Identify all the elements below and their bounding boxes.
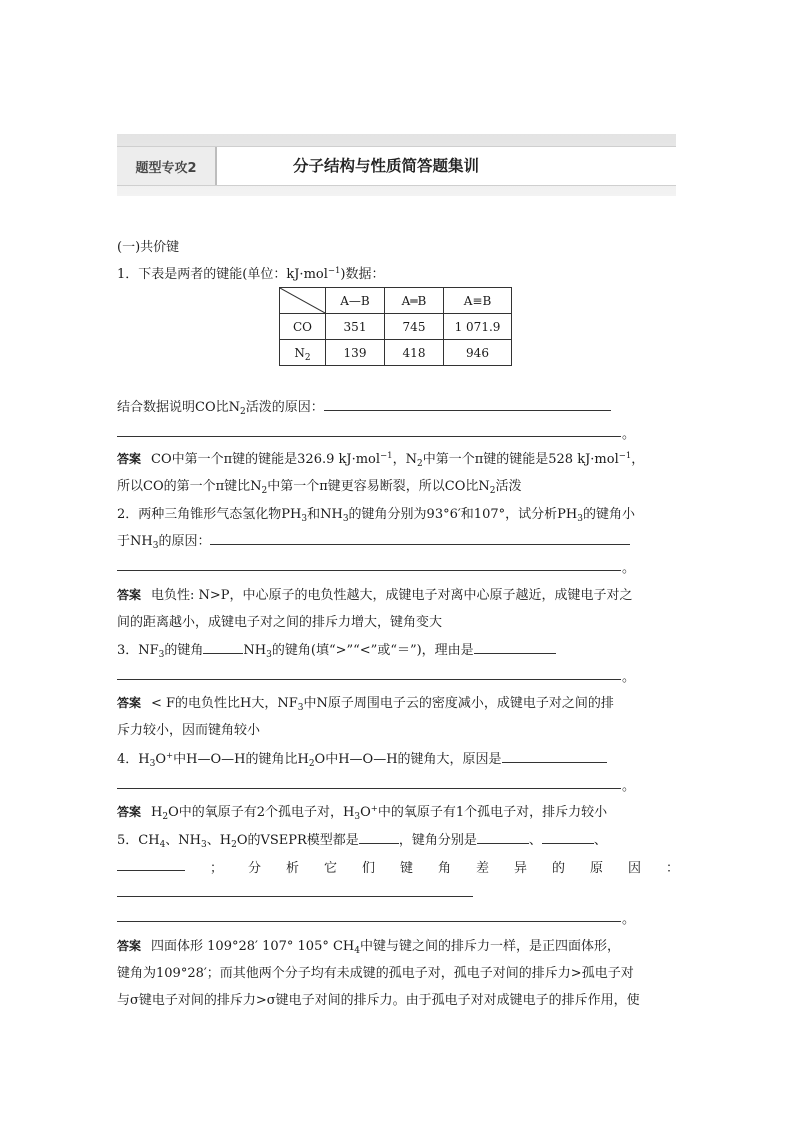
q3-stem: 3．$NF_3$的键角 $NH_3$的键角(填“>”“<”或“＝”)，理由是 bbox=[117, 639, 679, 658]
table-cell: 1 071.9 bbox=[444, 314, 512, 340]
table-header: A═B bbox=[385, 288, 444, 314]
banner-tag: 题型专攻2 bbox=[117, 147, 217, 185]
answer-blank-line[interactable] bbox=[117, 436, 621, 437]
answer-label: 答案 bbox=[117, 805, 142, 819]
answer-blank-line[interactable] bbox=[117, 921, 621, 922]
banner-strip bbox=[117, 146, 676, 186]
answer-label: 答案 bbox=[117, 588, 142, 602]
table-cell: 351 bbox=[326, 314, 385, 340]
answer-label: 答案 bbox=[117, 939, 142, 953]
q1-prompt: 结合数据说明CO比$N_2$活泼的原因： bbox=[117, 396, 679, 415]
q5-stem-line2: ； 分 析 它 们 键 角 差 异 的 原 因 ： bbox=[117, 857, 679, 876]
table-row bbox=[280, 314, 512, 340]
end-mark: 。 bbox=[622, 912, 636, 927]
answer-blank[interactable] bbox=[359, 830, 399, 844]
table-header: A≡B bbox=[444, 288, 512, 314]
answer-label: 答案 bbox=[117, 452, 142, 466]
q2-answer-line1: 答案 电负性: N>P，中心原子的电负性越大，成键电子对离中心原子越近，成键电子对之 bbox=[117, 588, 633, 603]
q4-answer-line1: 答案 $H_2O$中的氧原子有2个孤电子对，$H_3O^+$中的氧原子有1个孤电子对，排斥力较小 bbox=[117, 804, 608, 822]
answer-label: 答案 bbox=[117, 696, 142, 710]
q3-answer-line1: 答案 < F的电负性比H大，$NF_3$中N原子周围电子云的密度减小，成键电子对之间的排 bbox=[117, 696, 614, 713]
table-cell: 139 bbox=[326, 340, 385, 366]
q2-answer-line2: 间的距离越小，成键电子对之间的排斥力增大，键角变大 bbox=[117, 615, 443, 630]
section-heading: (一)共价键 bbox=[117, 240, 180, 255]
answer-blank-line[interactable] bbox=[117, 896, 473, 897]
end-mark: 。 bbox=[622, 779, 636, 794]
end-mark: 。 bbox=[622, 427, 636, 442]
q2-stem-line1: 2．两种三角锥形气态氢化物$PH_3$和$NH_3$的键角分别为93°6′和107°，试分析$PH_3$的键角小 bbox=[117, 507, 635, 524]
answer-blank-line[interactable] bbox=[117, 570, 621, 571]
diagonal-cell bbox=[280, 288, 326, 314]
row-label: CO bbox=[280, 314, 326, 340]
q5-answer-line1: 答案 四面体形 109°28′ 107° 105° $CH_4$中键与键之间的排斥力一样，是正四面体形， bbox=[117, 939, 621, 956]
q3-answer-line2: 斥力较小，因而键角较小 bbox=[117, 723, 261, 738]
q4-stem: 4．$H_3O^+$中H—O—H的键角比$H_2O$中H—O—H的键角大，原因是 bbox=[117, 748, 679, 767]
end-mark: 。 bbox=[622, 670, 636, 685]
answer-blank[interactable] bbox=[502, 749, 607, 763]
table-row bbox=[280, 340, 512, 366]
q5-answer-line2: 键角为109°28′；而其他两个分子均有未成键的孤电子对，孤电子对间的排斥力>孤电子对 bbox=[117, 966, 634, 981]
table-cell: 946 bbox=[444, 340, 512, 366]
answer-blank[interactable] bbox=[117, 857, 185, 871]
bond-energy-table bbox=[279, 287, 512, 366]
q1-stem: 1．下表是两者的键能(单位：kJ·mol$^{-1}$)数据： bbox=[117, 266, 385, 282]
page-title: 分子结构与性质简答题集训 bbox=[293, 157, 480, 175]
answer-blank[interactable] bbox=[477, 830, 529, 844]
row-label: $N_2$ bbox=[280, 340, 326, 366]
table-cell: 418 bbox=[385, 340, 444, 366]
q1-answer-line1: 答案 CO中第一个π键的键能是326.9 kJ·mol$^{-1}$，$N_2$中第一个π键的键能是528 kJ·mol$^{-1}$， bbox=[117, 451, 645, 469]
section-banner bbox=[117, 134, 676, 196]
answer-blank[interactable] bbox=[324, 397, 611, 411]
answer-blank[interactable] bbox=[474, 640, 556, 654]
q5-stem-line1: 5．$CH_4$、$NH_3$、$H_2O$的VSEPR模型都是 ，键角分别是 、 、 bbox=[117, 829, 679, 848]
answer-blank[interactable] bbox=[203, 640, 243, 654]
table-header-row bbox=[280, 288, 512, 314]
table-header: A—B bbox=[326, 288, 385, 314]
end-mark: 。 bbox=[622, 561, 636, 576]
answer-blank[interactable] bbox=[542, 830, 594, 844]
q5-answer-line3: 与σ键电子对间的排斥力>σ键电子对间的排斥力。由于孤电子对对成键电子的排斥作用，使 bbox=[117, 993, 640, 1008]
answer-blank[interactable] bbox=[210, 531, 630, 545]
q2-stem-line2: 于$NH_3$的原因： bbox=[117, 530, 679, 549]
q1-answer-line2: 所以CO的第一个π键比$N_2$中第一个π键更容易断裂，所以CO比$N_2$活泼 bbox=[117, 479, 522, 496]
answer-blank-line[interactable] bbox=[117, 788, 621, 789]
table-cell: 745 bbox=[385, 314, 444, 340]
answer-blank-line[interactable] bbox=[117, 679, 621, 680]
